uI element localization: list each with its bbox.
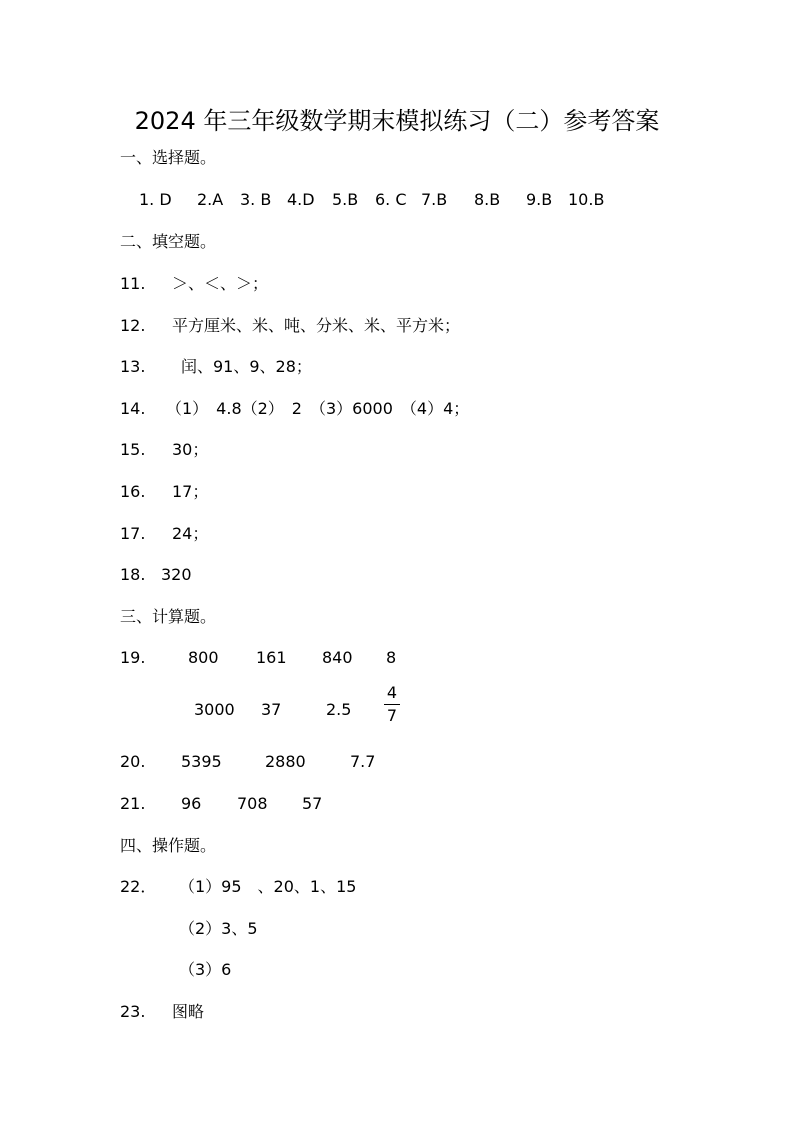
choice-answer: 3. B	[240, 190, 272, 209]
answer-text: 30；	[172, 440, 209, 459]
fraction-answer	[383, 683, 401, 726]
section-heading-choice: 一、选择题。	[120, 148, 217, 167]
answer-text: 图略	[172, 1002, 205, 1021]
calc-answer: 5395	[181, 752, 222, 771]
choice-answer: 6. C	[375, 190, 407, 209]
question-number: 12.	[120, 316, 146, 335]
calc-answer: 161	[256, 648, 287, 667]
answer-text: 24；	[172, 524, 209, 543]
calc-answer: 800	[188, 648, 219, 667]
calc-answer: 96	[181, 794, 202, 813]
question-number: 22．	[120, 877, 157, 896]
question-number: 19.	[120, 648, 146, 667]
calc-answer: 2.5	[326, 700, 352, 719]
section-heading-operation: 四、操作题。	[120, 836, 217, 855]
answer-text: （1） 4.8（2） 2 （3）6000 （4）4；	[166, 399, 470, 418]
fraction-bar	[384, 704, 400, 705]
calc-answer: 3000	[194, 700, 235, 719]
choice-answer: 2.A	[197, 190, 224, 209]
answer-text: （3）6	[179, 960, 232, 979]
choice-answer: 8.B	[474, 190, 501, 209]
choice-answer: 10.B	[568, 190, 605, 209]
choice-answer: 1. D	[139, 190, 172, 209]
question-number: 18.	[120, 565, 146, 584]
section-heading-calc: 三、计算题。	[120, 607, 217, 626]
answer-text: 320	[161, 565, 192, 584]
question-number: 11.	[120, 274, 146, 293]
question-number: 20.	[120, 752, 146, 771]
calc-answer: 7.7	[350, 752, 376, 771]
section-heading-fill: 二、填空题。	[120, 232, 217, 251]
question-number: 16.	[120, 482, 146, 501]
calc-answer: 840	[322, 648, 353, 667]
fraction-denominator: 7	[386, 706, 398, 725]
choice-answer: 7.B	[421, 190, 448, 209]
calc-answer: 8	[386, 648, 397, 667]
choice-answer: 9.B	[526, 190, 553, 209]
choice-answer: 4.D	[287, 190, 315, 209]
page-title: 2024 年三年级数学期末模拟练习（二）参考答案	[134, 107, 660, 135]
question-number: 14.	[120, 399, 146, 418]
question-number: 23.	[120, 1002, 146, 1021]
question-number: 13.	[120, 357, 146, 376]
question-number: 15.	[120, 440, 146, 459]
answer-text: ＞、＜、＞；	[172, 274, 269, 293]
choice-answer: 5.B	[332, 190, 359, 209]
answer-text: 闰、91、9、28；	[181, 357, 312, 376]
answer-text: （2）3、5	[179, 919, 258, 938]
answer-text: （1）95 、20、1、15	[179, 877, 357, 896]
question-number: 17.	[120, 524, 146, 543]
calc-answer: 708	[237, 794, 268, 813]
calc-answer: 57	[302, 794, 323, 813]
calc-answer: 37	[261, 700, 282, 719]
question-number: 21.	[120, 794, 146, 813]
answer-text: 17；	[172, 482, 209, 501]
answer-text: 平方厘米、米、吨、分米、米、平方米；	[172, 316, 461, 335]
calc-answer: 2880	[265, 752, 306, 771]
fraction-numerator: 4	[386, 683, 398, 702]
